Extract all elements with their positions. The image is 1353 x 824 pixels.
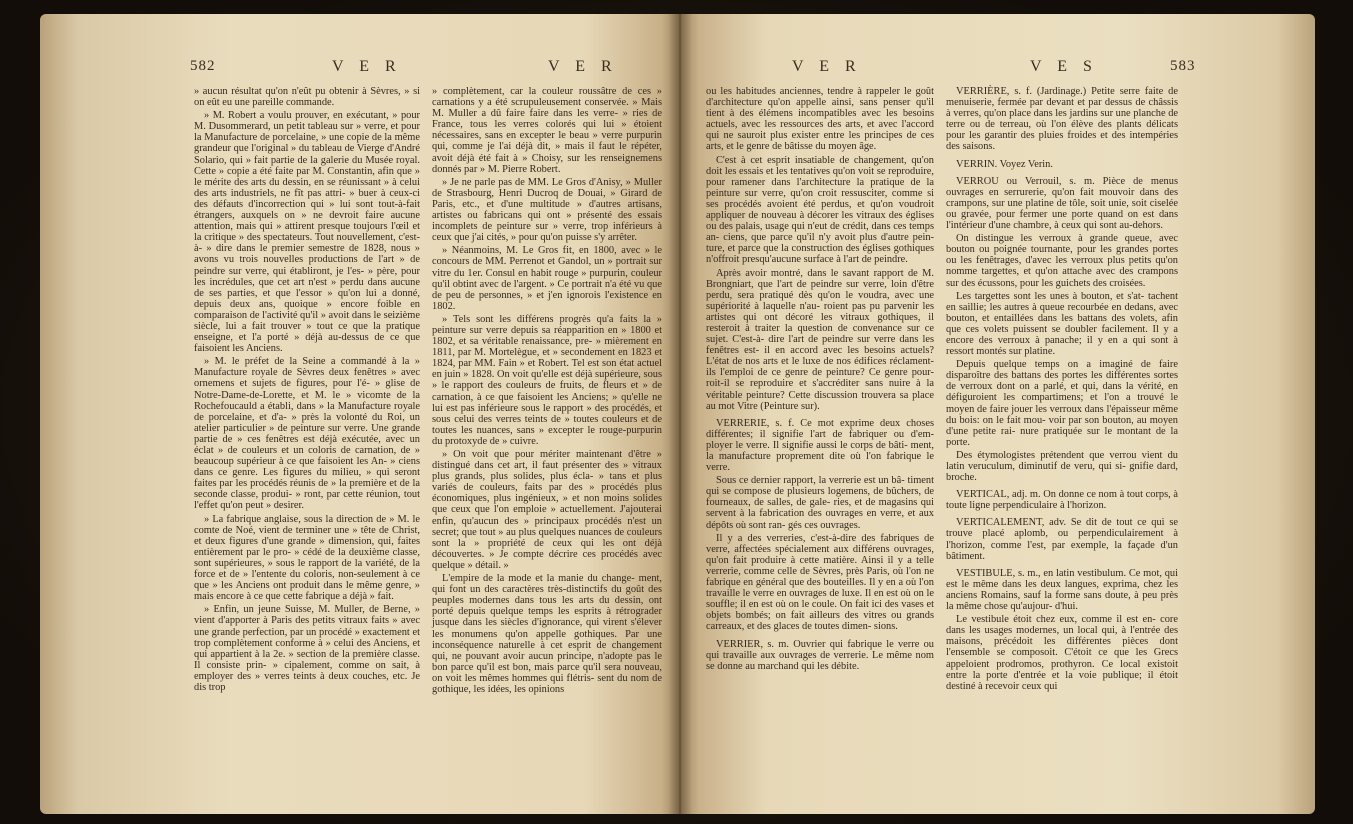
- dictionary-entry: VERTICAL, adj. m. On donne ce nom à tout corps, à toute ligne perpendiculaire à l'horizon.: [946, 489, 1178, 512]
- paragraph: Des étymologistes prétendent que verrou vient du latin veruculum, diminutif de veru, qui si- gnifie dard, broche.: [946, 449, 1178, 484]
- page-number: 582: [190, 58, 216, 74]
- paragraph: Les targettes sont les unes à bouton, et s'at- tachent en saillie; les autres à queue recourbée en dedans, avec bouton, et entaillées dans les battans des volets, afin que ces volets puissent se doubler facilement. Il y a encore des verroux à panache; il y en a qui sont à ressort montés sur platine.: [946, 290, 1178, 358]
- paragraph: Il y a des verreries, c'est-à-dire des fabriques de verre, affectées spécialement aux différens ouvrages, qu'on fait produire à cette matière. Ainsi il y a telle verrerie, comme celle de Sèvres, près Paris, où l'on ne fabrique en général que des bouteilles. Il y en a où l'on travaille le verre en ouvrages de luxe. Il en est où on le souffle; il en est où on le coule. On fait ici des vases et objets bombés; on fait ailleurs des vitres ou grands carreaux, et des glaces de toutes dimen- sions.: [706, 532, 934, 633]
- running-head-title: V E R: [548, 58, 618, 75]
- text-column-left-1: [194, 86, 420, 695]
- paragraph: » Enfin, un jeune Suisse, M. Muller, de Berne, » vient d'apporter à Paris des petits vitraux faits » avec une grande perfection, par un procédé » exactement et trop complètement conforme à » celui des Anciens, et qui appartient à la 2e. » section de la première classe. Il consiste prin- » cipalement, comme on sait, à employer des » verres teints à deux couches, etc. Je dis trop: [194, 604, 420, 693]
- running-head-title: V E S: [1030, 58, 1098, 75]
- paragraph: » complètement, car la couleur roussâtre de ces » carnations y a été scrupuleusement conservée. » Mais M. Muller a dû faire faire dans les verre- » ries de France, tous les verres colorés qui lui » étoient nécessaires, sans en excepter le beau » verre purpurin qui, comme je l'ai déjà dit, » mais il faut le répéter, avoit déjà été fait à » Choisy, sur les renseignemens donnés par » M. Pierre Robert.: [432, 86, 662, 175]
- text-column-right-2: [946, 86, 1178, 694]
- paragraph: » M. Robert a voulu prouver, en exécutant, » pour M. Dusommerard, un petit tableau sur » verre, et pour la Manufacture de porcelaine, » une copie de la même grandeur que l'original » du tableau de Vierge d'André Solario, qui » fait partie de la galerie du Musée royal. Cette » copie a été faite par M. Constantin, afin que » le mérite des arts du dessin, en se réunissant » à celui des arts industriels, ne fît pas attri- » buer à ceux-ci des défauts d'incorrection qui » lui sont tout-à-fait étrangers, auxquels on » ne devroit faire aucune attention, mais qui » attirent presque toujours l'œil et la critique » des spectateurs. Tout nouvellement, c'est-à- » dire dans le premier semestre de 1828, nous » avons vu trois nouvelles productions de l'art » de peindre sur verre, qui établiront, je l'es- » père, pour les incrédules, que cet art n'est » perdu dans aucune de ses parties, et que l'essor » qu'on lui a donné, depuis deux ans, quoique » encore foible en comparaison de l'activité qu'il » avoit dans le seizième siècle, lui a fait trouver » tout ce que la pratique enseigne, et l'a porté » déjà au-dessus de ce que faisoient les Anciens.: [194, 110, 420, 355]
- paragraph: On distingue les verroux à grande queue, avec bouton ou poignée tournante, pour les grandes portes ou les fenêtrages, d'avec les verroux plus petits qu'on nomme targettes, et qu'on attache avec des crampons sur des écussons, pour les guichets des croisées.: [946, 233, 1178, 289]
- dictionary-entry: VERRIER, s. m. Ouvrier qui fabrique le verre ou qui travaille aux ouvrages de verrerie. Le même nom se donne au marchand qui les débite.: [706, 638, 934, 672]
- left-page: [40, 14, 680, 814]
- paragraph: » Je ne parle pas de MM. Le Gros d'Anisy, » Muller de Strasbourg, Henri Ducroq de Douai, » Girard de Paris, etc., et d'une multitude » d'autres artisans, artistes ou fabricans qui ont » présenté des essais incomplets de peinture sur » verre, trop inférieurs à ceux que j'ai cités, » pour qu'on puisse s'y arrêter.: [432, 176, 662, 244]
- dictionary-entry: VERTICALEMENT, adv. Se dit de tout ce qui se trouve placé aplomb, ou perpendiculairement à l'horizon, comme l'est, par exemple, la façade d'un bâtiment.: [946, 517, 1178, 562]
- paragraph: » On voit que pour mériter maintenant d'être » distingué dans cet art, il faut présenter des » vitraux plus grands, plus solides, plus écla- » tans et plus variés de couleurs, faits par des » procédés plus économiques, plus ingénieux, » et non moins solides que ceux que l'on emploie » actuellement. J'ajouterai enfin, qu'aucun des » principaux procédés n'est un secret; que tout » au plus quelques nuances de couleurs sont la » propriété de ceux qui les ont déjà découvertes. » Je compte décrire ces procédés avec quelque » détail. »: [432, 449, 662, 571]
- left-running-head: [40, 58, 680, 84]
- paragraph: L'empire de la mode et la manie du change- ment, qui font un des caractères très-distinctifs du goût des peuples modernes dans tous les arts du dessin, ont porté depuis quelque temps les esprits à rétrograder jusque dans les siècles d'ignorance, qui virent s'élever les monumens qu'on appelle gothiques. Par une inconséquence naturelle à cet esprit de changement qui, ne pouvant avoir aucun principe, n'adopte pas le bon parce qu'il est bon, mais parce qu'il sera nouveau, on voit les mêmes hommes qui flétris- sent du nom de gothique, les idées, les opinions: [432, 573, 662, 695]
- dictionary-entry: VERRERIE, s. f. Ce mot exprime deux choses différentes; il signifie l'art de fabriquer ou d'em- ployer le verre. Il signifie aussi le corps de bâti- ment, la manufacture proprement dite où l'on fabrique le verre.: [706, 417, 934, 474]
- text-column-left-2: [432, 86, 662, 697]
- right-running-head: [680, 58, 1315, 84]
- paragraph: Le vestibule étoit chez eux, comme il est en- core dans les usages modernes, un local qui, à l'entrée des maisons, précédoit les différentes pièces dont l'ensemble se composoit. C'étoit ce que les Grecs appeloient prodromos, prothyron. Ce local existoit entre la porte d'entrée et la voie publique; il étoit destiné à recevoir ceux qui: [946, 614, 1178, 692]
- paragraph: Depuis quelque temps on a imaginé de faire disparoître des battans des portes les différentes sortes de verroux dont on a parlé, et qui, dans la vérité, en défiguroient les compartimens; et l'on a trouvé le moyen de faire jouer les verroux dans l'épaisseur même du bois: on le fait mou- voir par son bouton, au moyen d'une petite rai- nure pratiquée sur le montant de la porte.: [946, 359, 1178, 448]
- paragraph: C'est à cet esprit insatiable de changement, qu'on doit les essais et les tentatives qu'on voit se reproduire, pour ramener dans l'architecture la pratique de la peinture sur verre, qu'on croit ressusciter, comme si ses procédés avoient été perdus, et qu'on voudroit appliquer de nouveau à décorer les vitraux des églises ou des palais, usage qui n'eut de crédit, dans ces temps an- ciens, que parce qu'il n'y avoit plus d'autre pein- ture, et parce que la construction des églises gothiques n'offroit presqu'aucune surface à l'art de peindre.: [706, 154, 934, 266]
- page-number: 583: [1170, 58, 1196, 74]
- running-head-title: V E R: [332, 58, 402, 75]
- dictionary-entry: VERRIÈRE, s. f. (Jardinage.) Petite serre faite de menuiserie, fermée par devant et par dessus de châssis à verres, qu'on place dans les jardins sur une planche de terre ou de terreau, où l'on élève des plants délicats pour les garantir des pluies froides et des intempéries des saisons.: [946, 86, 1178, 153]
- paragraph: Sous ce dernier rapport, la verrerie est un bâ- timent qui se compose de plusieurs logemens, de bûchers, de fourneaux, de salles, de gale- ries, et de magasins qui servent à la fabrication des ouvrages en verre, et aux dépôts où sont ran- gés ces ouvrages.: [706, 475, 934, 531]
- open-book: [40, 14, 1315, 819]
- paragraph: Après avoir montré, dans le savant rapport de M. Brongniart, que l'art de peindre sur verre, loin d'être perdu, sera pratiqué dès qu'on le voudra, avec une supériorité à laquelle n'au- roient pas pu parvenir les artistes qui ont décoré les vitraux gothiques, il resteroit à traiter la question de convenance sur ce sujet. C'est-à- dire l'art de peindre sur verre dans les fenêtres est- il en accord avec les besoins actuels? L'état de nos arts et le luxe de nos édifices réclament-ils l'emploi de ce genre de peinture? Ce genre pour- roit-il se reproduire et s'accréditer sans nuire à la véritable peinture? Cette discussion trouvera sa place au mot Vitre (Peinture sur).: [706, 267, 934, 412]
- paragraph: » aucun résultat qu'on n'eût pu obtenir à Sèvres, » si on eût eu une pareille commande.: [194, 86, 420, 109]
- text-column-right-1: [706, 86, 934, 674]
- running-head-title: V E R: [792, 58, 862, 75]
- dictionary-entry: VESTIBULE, s. m., en latin vestibulum. Ce mot, qui est le même dans les deux langues, exprima, chez les anciens Romains, sauf la forme sans doute, à peu près la même chose qu'aujour- d'hui.: [946, 567, 1178, 613]
- paragraph: » Néanmoins, M. Le Gros fit, en 1800, avec » le concours de MM. Perrenot et Gandol, un » portrait sur vitre du 1er. Consul en habit rouge » purpurin, couleur qu'il obtint avec de l'argent. » Ce portrait n'a été vu que de peu de personnes, » et j'en ignorois l'existence en 1802.: [432, 245, 662, 312]
- right-page: [680, 14, 1315, 814]
- paragraph: » M. le préfet de la Seine a commandé à la » Manufacture royale de Sèvres deux fenêtres » avec ornemens et sujets de figures, pour l'é- » glise de Notre-Dame-de-Lorette, et M. le » vicomte de la Rochefoucauld a établi, dans » la Manufacture royale de porcelaine, et d'a- » près la volonté du Roi, un atelier particulier » de peinture sur verre. Une grande partie de » ces fenêtres est déjà exécutée, avec un éclat » de couleurs et un coloris de carnation, de » beaucoup supérieur à ce que faisoient les An- » ciens dans ce genre. Les figures du milieu, » qui seront faites par les procédés réunis de » la première et de la seconde classe, produi- » ront, par cette réunion, tout l'effet qu'on peut » desirer.: [194, 356, 420, 512]
- dictionary-entry: VERROU ou Verrouil, s. m. Pièce de menus ouvrages en serrurerie, qu'on fait mouvoir dans des crampons, sur une platine de tôle, soit unie, soit ciselée ou gravée, pour fermer une porte quand on est dans l'intérieur d'une chambre, à ceux qui sont au-dehors.: [946, 175, 1178, 232]
- paragraph: ou les habitudes anciennes, tendre à rappeler le goût d'architecture qu'on appelle ainsi, sans penser qu'il tient à des élémens incompatibles avec les besoins actuels, avec les ressources des arts, et avec l'accord qui ne sauroit plus exister entre les principes de ces arts, et le genre de bâtisse du moyen âge.: [706, 86, 934, 153]
- paragraph: » La fabrique anglaise, sous la direction de » M. le comte de Noé, vient de terminer une » tête de Christ, et deux figures d'une grande » dimension, qui, faites entièrement par le pro- » cédé de la deuxième classe, sont supérieures, » sous le rapport de la variété, de la force et de » l'entente du coloris, non-seulement à ce que » les Anciens ont produit dans le même genre, » mais encore à ce que cette fabrique a déjà » fait.: [194, 513, 420, 603]
- dictionary-entry: VERRIN. Voyez Verin.: [956, 158, 1053, 170]
- paragraph: » Tels sont les différens progrès qu'a faits la » peinture sur verre depuis sa réapparition en » 1800 et 1802, et sa véritable renaissance, pre- » mièrement en 1811, par M. Mortelègue, et » secondement en 1823 et 1824, par MM. Fain » et Robert. Tel est son état actuel en juin » 1828. On voit qu'elle est déjà supérieure, sous » le rapport des couleurs de fruits, de fleurs et » de carnation, à ce que faisoient les Anciens; » qu'elle ne lui est pas inférieure sous le rapport » des procédés, et sous celui des verres teints de » toutes couleurs et de toutes les nuances, sans » excepter le rouge-purpurin du protoxyde de » cuivre.: [432, 313, 662, 447]
